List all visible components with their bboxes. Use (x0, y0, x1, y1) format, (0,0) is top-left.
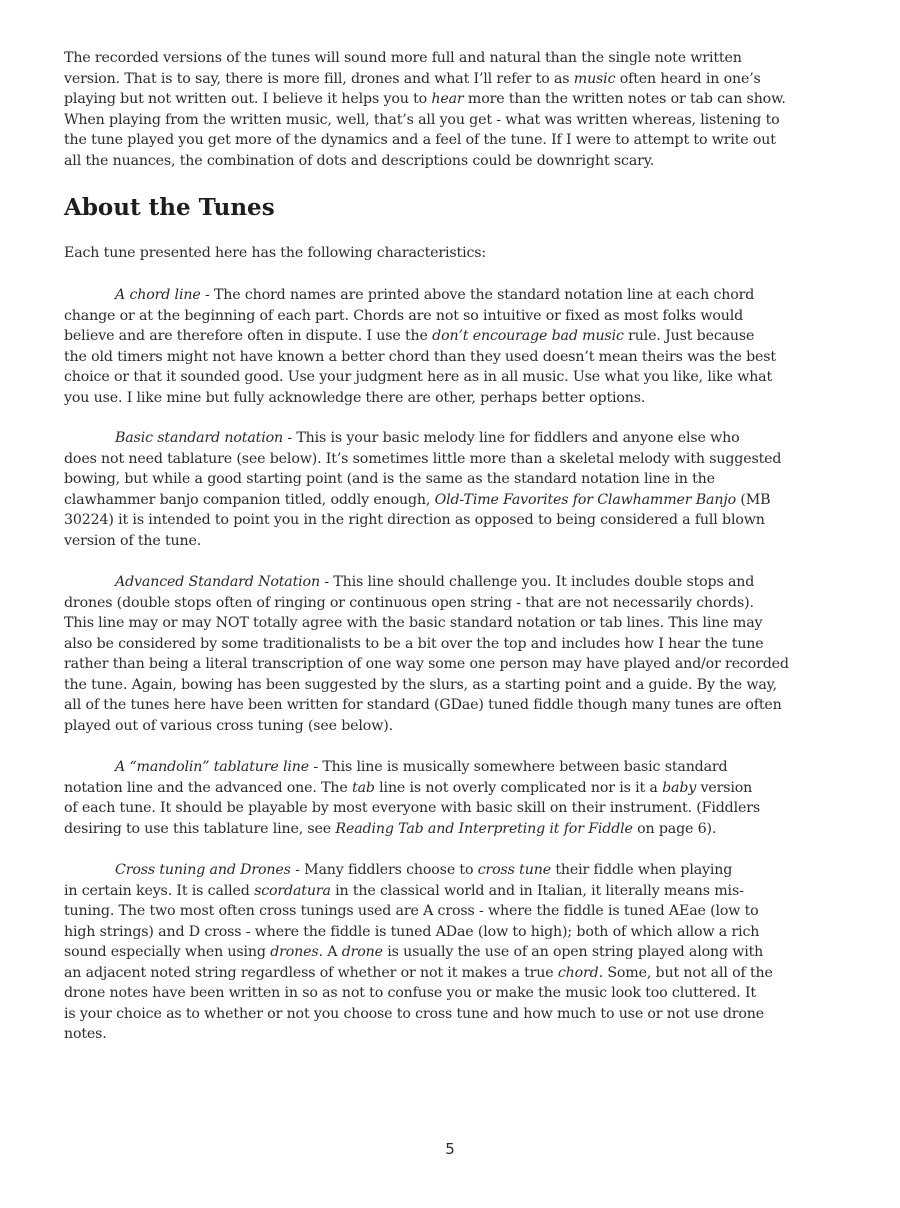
text-line: high strings) and D cross - where the fiddle is tuned ADae (low to high); both of which allow a rich (64, 923, 760, 940)
text-line: drones (double stops often of ringing or continuous open string - that are not necessarily chords). (64, 594, 754, 611)
term-title: Basic standard notation (115, 430, 283, 446)
text-line: you use. I like mine but fully acknowledge there are other, perhaps better options. (64, 389, 646, 406)
text-line: version. That is to say, there is more fill, drones and what I’ll refer to as music often heard in one’s (64, 70, 761, 87)
text-line: A chord line - The chord names are printed above the standard notation line at each chord (115, 287, 755, 303)
text-line: all the nuances, the combination of dots and descriptions could be downright scary. (64, 152, 655, 169)
text-line: A “mandolin” tablature line - This line is musically somewhere between basic standard (115, 759, 728, 775)
term-title: Advanced Standard Notation (115, 574, 320, 590)
basic-notation-paragraph (64, 428, 844, 551)
lead-sentence: Each tune presented here has the following characteristics: (64, 245, 487, 261)
term-title: A “mandolin” tablature line (115, 759, 309, 775)
text-line: is your choice as to whether or not you choose to cross tune and how much to use or not use drone (64, 1005, 765, 1022)
page-number: 5 (445, 1140, 455, 1158)
text-line: desiring to use this tablature line, see Reading Tab and Interpreting it for Fiddle on page 6). (64, 820, 717, 837)
text-line: clawhammer banjo companion titled, oddly enough, Old-Time Favorites for Clawhammer Banjo (MB (64, 491, 771, 508)
text-line: played out of various cross tuning (see below). (64, 717, 393, 734)
text-line: the tune played you get more of the dynamics and a feel of the tune. If I were to attempt to write out (64, 132, 776, 148)
cross-tuning-paragraph (64, 860, 844, 1045)
text-line: the tune. Again, bowing has been suggested by the slurs, as a starting point and a guide. By the way, (64, 676, 778, 693)
text-line: of each tune. It should be playable by most everyone with basic skill on their instrument. (Fiddlers (64, 800, 760, 816)
text-line: an adjacent noted string regardless of whether or not it makes a true chord. Some, but not all of the (64, 964, 773, 981)
text-line: Basic standard notation - This is your basic melody line for fiddlers and anyone else who (115, 430, 740, 446)
text-line: all of the tunes here have been written for standard (GDae) tuned fiddle though many tunes are often (64, 697, 782, 713)
text-line: choice or that it sounded good. Use your judgment here as in all music. Use what you like, like what (64, 369, 773, 385)
text-line: does not need tablature (see below). It’s sometimes little more than a skeletal melody with suggested (64, 450, 782, 467)
text-line: playing but not written out. I believe it helps you to hear more than the written notes or tab can show. (64, 91, 786, 107)
text-line: rather than being a literal transcription of one way some one person may have played and/or recorded (64, 656, 789, 672)
text-line: 30224) it is intended to point you in the right direction as opposed to being considered a full blown (64, 512, 765, 528)
mandolin-tab-paragraph (64, 757, 844, 839)
text-line: Advanced Standard Notation - This line should challenge you. It includes double stops and (115, 574, 755, 590)
text-line: notation line and the advanced one. The tab line is not overly complicated nor is it a baby version (64, 779, 753, 796)
text-line: notes. (64, 1026, 107, 1042)
text-line: drone notes have been written in so as not to confuse you or make the music look too cluttered. It (64, 985, 756, 1001)
term-title: Cross tuning and Drones (115, 862, 291, 878)
text-line: the old timers might not have known a better chord than they used doesn’t mean theirs was the best (64, 348, 776, 365)
text-line: When playing from the written music, well, that’s all you get - what was written whereas, listening to (64, 111, 780, 128)
text-line: Cross tuning and Drones - Many fiddlers choose to cross tune their fiddle when playing (115, 862, 733, 878)
intro-paragraph (64, 48, 844, 171)
section-heading: About the Tunes (64, 194, 275, 221)
chord-line-paragraph (64, 285, 844, 408)
text-line: also be considered by some traditionalists to be a bit over the top and includes how I hear the tune (64, 635, 764, 652)
text-line: sound especially when using drones. A drone is usually the use of an open string played along with (64, 944, 764, 960)
text-line: tuning. The two most often cross tunings used are A cross - where the fiddle is tuned AEae (low to (64, 903, 759, 919)
advanced-notation-paragraph (64, 572, 844, 736)
term-title: A chord line (115, 287, 201, 303)
text-line: believe and are therefore often in dispute. I use the don’t encourage bad music rule. Just because (64, 328, 755, 344)
text-line: The recorded versions of the tunes will sound more full and natural than the single note written (64, 50, 742, 66)
text-line: change or at the beginning of each part. Chords are not so intuitive or fixed as most folks would (64, 307, 744, 324)
text-line: version of the tune. (64, 532, 202, 549)
text-line: in certain keys. It is called scordatura in the classical world and in Italian, it literally means mis- (64, 882, 744, 899)
text-line: bowing, but while a good starting point (and is the same as the standard notation line in the (64, 471, 715, 487)
text-line: This line may or may NOT totally agree with the basic standard notation or tab lines. This line may (64, 615, 763, 631)
